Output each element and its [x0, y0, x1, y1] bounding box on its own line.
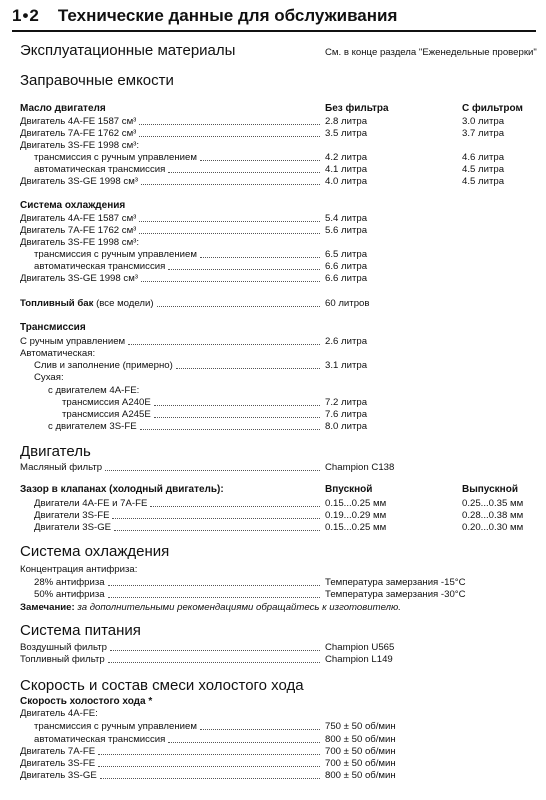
subsection-heading: Скорость холостого хода *	[20, 696, 153, 707]
value-col2: 4.6 литра	[462, 152, 505, 163]
value-col1: 5.4 литра	[325, 213, 368, 224]
value-col1: 0.15...0.25 мм	[325, 522, 387, 533]
spec-row	[20, 128, 536, 140]
spec-row	[20, 336, 536, 348]
spec-row	[20, 734, 536, 746]
dot-leader	[100, 778, 320, 779]
dot-leader	[139, 221, 320, 222]
value-col1: 5.6 литра	[325, 225, 368, 236]
dot-leader	[157, 306, 320, 307]
page-header	[12, 2, 536, 32]
spec-row	[20, 577, 536, 589]
dot-leader	[139, 136, 320, 137]
column-header: Впускной	[325, 484, 373, 495]
spec-row	[20, 498, 536, 510]
spec-row	[20, 642, 536, 654]
spec-row	[20, 225, 536, 237]
subsection-heading: Масло двигателя	[20, 103, 106, 114]
spec-label: Концентрация антифриза:	[20, 564, 138, 575]
spec-row	[20, 152, 536, 164]
spec-row	[20, 589, 536, 601]
value-col1: 2.8 литра	[325, 116, 368, 127]
value-col1: 6.5 литра	[325, 249, 368, 260]
value-col1: 700 ± 50 об/мин	[325, 758, 396, 769]
spec-row	[20, 758, 536, 770]
dot-leader	[108, 597, 320, 598]
spec-row	[20, 261, 536, 273]
spec-label: трансмиссия с ручным управлением	[34, 721, 197, 732]
value-col2: 0.25...0.35 мм	[462, 498, 524, 509]
section-heading: Заправочные емкости	[20, 72, 174, 89]
spec-label: Двигатель 3S-FE 1998 см³:	[20, 237, 140, 248]
value-col1: 2.6 литра	[325, 336, 368, 347]
spec-label: Двигатель 7A-FE 1762 см³	[20, 128, 137, 139]
value-col1: 4.2 литра	[325, 152, 368, 163]
value-col1: Champion U565	[325, 642, 395, 653]
dot-leader	[140, 429, 320, 430]
spec-label: Двигатели 3S-GE	[34, 522, 112, 533]
dot-leader	[139, 124, 320, 125]
value-col1: 6.6 литра	[325, 261, 368, 272]
spec-label: Двигатель 4A-FE 1587 см³	[20, 116, 137, 127]
spec-label: Двигатель 7A-FE	[20, 746, 96, 757]
value-col1: Температура замерзания -30°C	[325, 589, 466, 600]
section-heading: Система охлаждения	[20, 543, 170, 560]
dot-leader	[108, 585, 320, 586]
value-col2: 0.28...0.38 мм	[462, 510, 524, 521]
spec-label: трансмиссия с ручным управлением	[34, 249, 197, 260]
spec-label: трансмиссия с ручным управлением	[34, 152, 197, 163]
dot-leader	[154, 405, 320, 406]
spec-label: 50% антифриза	[34, 589, 105, 600]
spec-label: Масляный фильтр	[20, 462, 103, 473]
value-col2: 3.7 литра	[462, 128, 505, 139]
spec-label	[20, 602, 401, 614]
dot-leader	[98, 754, 320, 755]
spec-label: Двигатель 3S-FE	[20, 758, 96, 769]
spec-row	[20, 564, 536, 576]
value-col1: 800 ± 50 об/мин	[325, 734, 396, 745]
spec-label: Двигатель 3S-FE 1998 см³:	[20, 140, 140, 151]
spec-label: Двигатель 4A-FE 1587 см³	[20, 213, 137, 224]
spec-label: автоматическая трансмиссия	[34, 164, 166, 175]
dot-leader	[168, 172, 320, 173]
subsection-heading: Система охлаждения	[20, 200, 126, 211]
value-col1: 700 ± 50 об/мин	[325, 746, 396, 757]
value-col1: 0.15...0.25 мм	[325, 498, 387, 509]
spec-row	[20, 372, 536, 384]
section-heading: Двигатель	[20, 443, 91, 460]
spec-row	[20, 140, 536, 152]
spec-row	[20, 510, 536, 522]
spec-row	[20, 213, 536, 225]
spec-label: Двигатель 3S-GE	[20, 770, 97, 781]
dot-leader	[105, 470, 320, 471]
spec-label: трансмиссия A245E	[62, 409, 151, 420]
spec-row	[20, 176, 536, 188]
spec-row	[20, 654, 536, 666]
dot-leader	[108, 662, 320, 663]
spec-label: С ручным управлением	[20, 336, 126, 347]
dot-leader	[128, 344, 320, 345]
value-col1: 7.2 литра	[325, 397, 368, 408]
spec-row	[20, 298, 536, 310]
value-col1: Температура замерзания -15°C	[325, 577, 466, 588]
label-bold: Топливный бак	[20, 298, 94, 309]
reference-note: См. в конце раздела "Еженедельные проверки"	[325, 47, 537, 58]
spec-row	[20, 348, 536, 360]
label-bold: Замечание:	[20, 602, 75, 613]
value-col1: 800 ± 50 об/мин	[325, 770, 396, 781]
column-header: Выпускной	[462, 484, 518, 495]
spec-label: автоматическая трансмиссия	[34, 734, 166, 745]
spec-label: трансмиссия A240E	[62, 397, 151, 408]
spec-row	[20, 273, 536, 285]
page-title: Технические данные для обслуживания	[57, 6, 398, 25]
spec-label: с двигателем 4A-FE:	[48, 385, 140, 396]
value-col1: 3.5 литра	[325, 128, 368, 139]
value-col2: 4.5 литра	[462, 164, 505, 175]
value-col2: 3.0 литра	[462, 116, 505, 127]
section-heading: Скорость и состав смеси холостого хода	[20, 677, 304, 694]
dot-leader	[200, 729, 320, 730]
spec-row	[20, 421, 536, 433]
spec-label: Сухая:	[34, 372, 64, 383]
dot-leader	[154, 417, 320, 418]
dot-leader	[110, 650, 320, 651]
spec-label: Двигатель 7A-FE 1762 см³	[20, 225, 137, 236]
subsection-heading: Зазор в клапанах (холодный двигатель):	[20, 484, 224, 495]
dot-leader	[150, 506, 320, 507]
value-col1: 7.6 литра	[325, 409, 368, 420]
spec-row	[20, 237, 536, 249]
spec-row	[20, 721, 536, 733]
dot-leader	[200, 160, 320, 161]
column-header: Без фильтра	[325, 103, 389, 114]
section-heading: Система питания	[20, 622, 141, 639]
value-col1: 3.1 литра	[325, 360, 368, 371]
spec-label: Двигатель 3S-GE 1998 см³	[20, 273, 138, 284]
value-col1: 8.0 литра	[325, 421, 368, 432]
spec-label: Двигатель 4A-FE:	[20, 708, 98, 719]
spec-row	[20, 360, 536, 372]
dot-leader	[200, 257, 320, 258]
spec-label: Двигатель 3S-GE 1998 см³	[20, 176, 138, 187]
spec-label: 28% антифриза	[34, 577, 105, 588]
dot-leader	[139, 233, 320, 234]
value-col1: 4.0 литра	[325, 176, 368, 187]
dot-leader	[168, 269, 320, 270]
spec-label: Двигатели 4A-FE и 7A-FE	[34, 498, 148, 509]
spec-label: автоматическая трансмиссия	[34, 261, 166, 272]
spec-label: Топливный бак (все модели)	[20, 298, 154, 309]
spec-row	[20, 249, 536, 261]
value-col1: Champion C138	[325, 462, 395, 473]
dot-leader	[141, 281, 320, 282]
dot-leader	[141, 184, 320, 185]
spec-row	[20, 522, 536, 534]
spec-row	[20, 116, 536, 128]
spec-row	[20, 462, 536, 474]
section-heading: Эксплуатационные материалы	[20, 42, 236, 59]
spec-row	[20, 397, 536, 409]
spec-label: Слив и заполнение (примерно)	[34, 360, 173, 371]
dot-leader	[176, 368, 320, 369]
value-col1: Champion L149	[325, 654, 393, 665]
spec-row	[20, 602, 536, 614]
spec-row	[20, 164, 536, 176]
spec-row	[20, 746, 536, 758]
dot-leader	[112, 518, 320, 519]
dot-leader	[98, 766, 320, 767]
spec-label: Двигатели 3S-FE	[34, 510, 110, 521]
value-col1: 4.1 литра	[325, 164, 368, 175]
dot-leader	[114, 530, 320, 531]
value-col1: 6.6 литра	[325, 273, 368, 284]
spec-row	[20, 409, 536, 421]
value-col1: 750 ± 50 об/мин	[325, 721, 396, 732]
value-col2: 0.20...0.30 мм	[462, 522, 524, 533]
value-col1: 0.19...0.29 мм	[325, 510, 387, 521]
spec-label: Воздушный фильтр	[20, 642, 107, 653]
section-note-value	[20, 47, 536, 59]
dot-leader	[168, 742, 320, 743]
value-col1: 60 литров	[325, 298, 370, 309]
column-header: С фильтром	[462, 103, 523, 114]
note-text: за дополнительными рекомендациями обращайтесь к изготовителю.	[74, 602, 401, 613]
page-number: 1•2	[12, 6, 40, 25]
spec-label: Топливный фильтр	[20, 654, 105, 665]
spec-label: с двигателем 3S-FE	[48, 421, 137, 432]
spec-row	[20, 385, 536, 397]
value-col2: 4.5 литра	[462, 176, 505, 187]
spec-row	[20, 770, 536, 782]
spec-label: Автоматическая:	[20, 348, 96, 359]
subsection-heading: Трансмиссия	[20, 322, 86, 333]
spec-row	[20, 708, 536, 720]
